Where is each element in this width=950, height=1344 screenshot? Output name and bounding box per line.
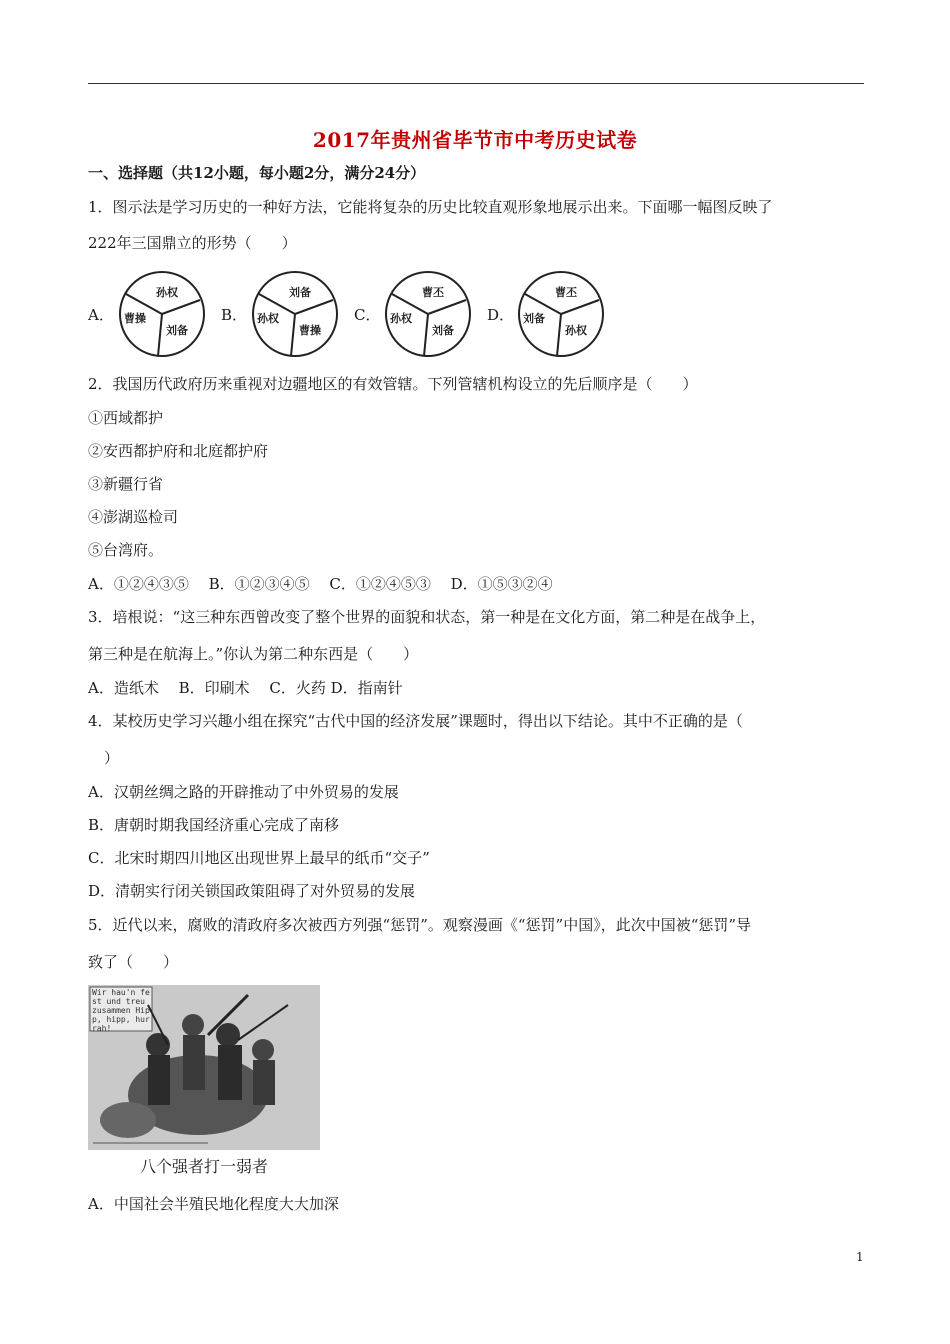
exam-title: 2017年贵州省毕节市中考历史试卷 — [312, 128, 638, 152]
cartoon-caption: 八个强者打一弱者 — [139, 1157, 268, 1176]
q4-option-c: C．北宋时期四川地区出现世界上最早的纸币“交子” — [88, 849, 430, 867]
q5-stem-line2: 致了（ ） — [88, 953, 179, 971]
pie-diagram-c — [382, 270, 474, 360]
q3-stem-line2: 第三种是在航海上。”你认为第二种东西是（ ） — [88, 645, 419, 663]
q2-item-4: ④澎湖巡检司 — [88, 508, 179, 526]
option-label: D． — [487, 306, 515, 324]
q2-stem: 2．我国历代政府历来重视对边疆地区的有效管辖。下列管辖机构设立的先后顺序是（ ） — [88, 375, 698, 393]
pie-diagram-b — [249, 270, 341, 360]
pie-label-top: 曹丕 — [422, 286, 444, 299]
q4-option-a: A．汉朝丝绸之路的开辟推动了中外贸易的发展 — [88, 783, 399, 801]
option-label: C． — [354, 306, 381, 324]
q1-options — [88, 270, 648, 360]
pie-diagram-d — [515, 270, 607, 360]
q4-option-d: D．清朝实行闭关锁国政策阻碍了对外贸易的发展 — [88, 882, 416, 900]
pie-label-right: 曹操 — [299, 324, 321, 337]
q1-stem-line1: 1．图示法是学习历史的一种好方法，它能将复杂的历史比较直观形象地展示出来。下面哪一幅图反映了 — [88, 198, 773, 216]
q5-option-a: A．中国社会半殖民地化程度大大加深 — [88, 1195, 339, 1213]
q2-item-1: ①西域都护 — [88, 409, 164, 427]
pie-label-left: 曹操 — [124, 312, 146, 325]
header-rule — [88, 83, 864, 84]
q1-stem-line2: 222年三国鼎立的形势（ ） — [88, 234, 297, 252]
q2-item-5: ⑤台湾府。 — [88, 541, 164, 559]
q2-item-2: ②安西都护府和北庭都护府 — [88, 442, 269, 460]
pie-label-left: 孙权 — [257, 312, 279, 325]
q3-choices: A．造纸术 B．印刷术 C．火药 D．指南针 — [88, 679, 403, 697]
page-number: 1 — [856, 1250, 864, 1264]
section-heading: 一、选择题（共12小题，每小题2分，满分24分） — [88, 164, 426, 182]
q4-stem-line1: 4．某校历史学习兴趣小组在探究“古代中国的经济发展”课题时，得出以下结论。其中不正确的是（ — [88, 712, 743, 730]
q5-stem-line1: 5．近代以来，腐败的清政府多次被西方列强“惩罚”。观察漫画《“惩罚”中国》，此次中国被“惩罚”导 — [88, 916, 752, 934]
cartoon-speech-text: Wir hau'n fest und treu zusammen Hipp, hipp, hurrah! — [92, 988, 150, 1032]
pie-label-right: 刘备 — [166, 324, 188, 337]
option-label: A． — [88, 306, 114, 324]
pie-label-top: 曹丕 — [555, 286, 577, 299]
q3-stem-line1: 3．培根说：“这三种东西曾改变了整个世界的面貌和状态，第一种是在文化方面，第二种是在战争上， — [88, 608, 766, 626]
pie-label-left: 孙权 — [390, 312, 412, 325]
pie-label-top: 刘备 — [289, 286, 311, 299]
pie-label-right: 刘备 — [432, 324, 454, 337]
pie-label-top: 孙权 — [156, 286, 178, 299]
q2-choices: A．①②④③⑤ B．①②③④⑤ C．①②④⑤③ D．①⑤③②④ — [88, 575, 553, 593]
q4-option-b: B．唐朝时期我国经济重心完成了南移 — [88, 816, 340, 834]
q4-stem-line2: ） — [104, 749, 120, 767]
pie-label-right: 孙权 — [565, 324, 587, 337]
option-label: B． — [221, 306, 248, 324]
pie-diagram-a — [116, 270, 208, 360]
pie-label-left: 刘备 — [523, 312, 545, 325]
q2-item-3: ③新疆行省 — [88, 475, 164, 493]
cartoon-image — [88, 985, 320, 1150]
